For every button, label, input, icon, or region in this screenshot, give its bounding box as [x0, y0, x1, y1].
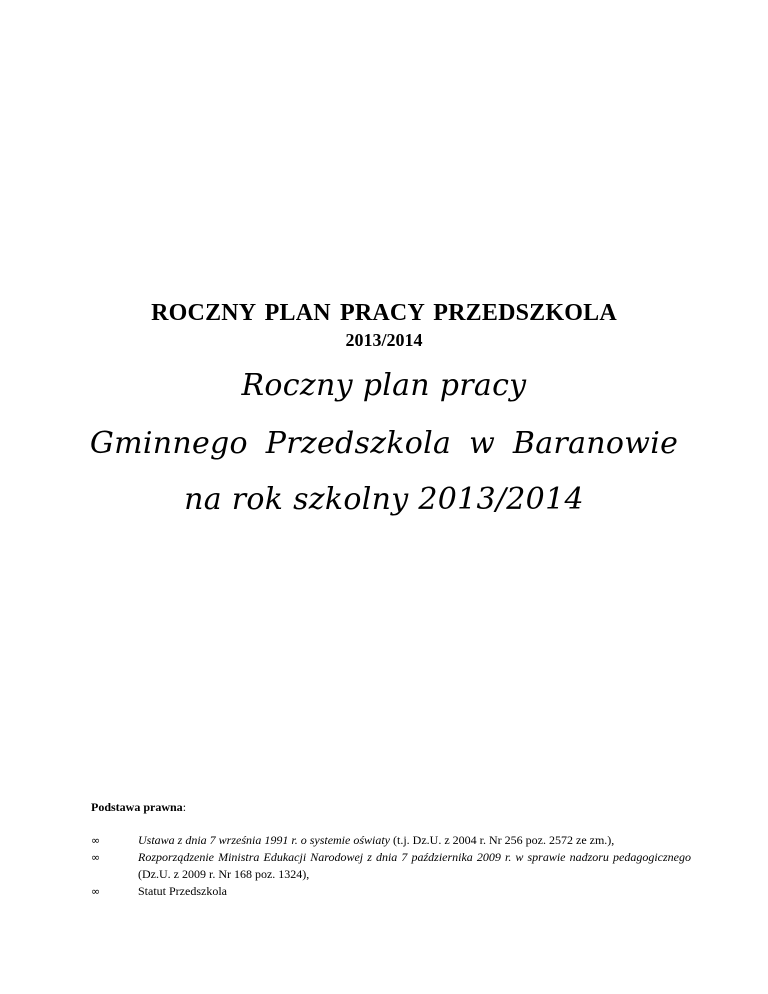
legal-basis-section [91, 799, 691, 900]
infinity-bullet-icon: ∞ [91, 885, 101, 898]
act-reference: Statut Przedszkola [138, 884, 227, 898]
act-reference: (Dz.U. z 2009 r. Nr 168 poz. 1324), [138, 867, 310, 881]
script-heading-line-1: Roczny plan pracy [241, 368, 527, 403]
legal-basis-label: Podstawa prawna [91, 800, 183, 814]
legal-basis-colon: : [182, 800, 187, 814]
document-year: 2013/2014 [345, 330, 423, 350]
act-reference: (t.j. Dz.U. z 2004 r. Nr 256 poz. 2572 ze zm.), [390, 833, 615, 847]
document-title: ROCZNY PLAN PRACY PRZEDSZKOLA [151, 300, 617, 326]
legal-basis-list [91, 832, 691, 900]
list-item [91, 883, 691, 900]
legal-basis-heading [91, 799, 691, 816]
act-title: Ustawa z dnia 7 września 1991 r. o systemie oświaty [138, 833, 391, 847]
script-heading-line-3: na rok szkolny 2013/2014 [184, 482, 584, 517]
script-heading-line-2: Gminnego Przedszkola w Baranowie [89, 426, 679, 461]
list-item [91, 832, 691, 849]
list-item [91, 849, 691, 883]
act-title: Rozporządzenie Ministra Edukacji Narodowej z dnia 7 października 2009 r. w sprawie nadzoru pedagogicznego [138, 850, 691, 864]
infinity-bullet-icon: ∞ [91, 834, 101, 847]
infinity-bullet-icon: ∞ [91, 851, 101, 864]
